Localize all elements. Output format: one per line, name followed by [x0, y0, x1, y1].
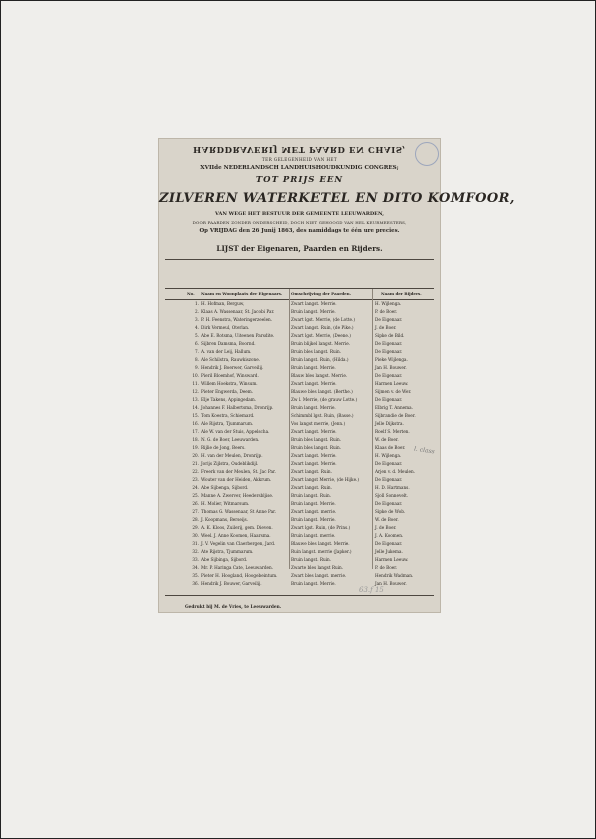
table-row: [159, 429, 440, 437]
owner-cell: Manne A. Zwerver, Heedersbljise.: [201, 493, 274, 498]
owner-cell: Weel. J. Anne Koomen, Haarsma.: [201, 533, 271, 538]
table-row: [159, 413, 440, 421]
rider-cell: De Eigenaar.: [375, 477, 403, 482]
entry-number: 5.: [195, 333, 199, 338]
table-row: [159, 365, 440, 373]
table-row: [159, 501, 440, 509]
rider-cell: De Eigenaar.: [375, 341, 403, 346]
owner-cell: Ate Rijstra, Tjummarum.: [201, 549, 254, 554]
table-row: [159, 573, 440, 581]
horse-cell: Blauwe bles langst. Merrie.: [291, 541, 350, 546]
column-header-owner: Naam en Woonplaats der Eigenaars.: [201, 291, 283, 296]
horse-cell: Bruin langst. Ruin.: [291, 493, 332, 498]
pencil-inventory-note: 63.f 15: [359, 586, 384, 594]
horse-cell: Zwart langst. Ruin.: [291, 469, 332, 474]
table-row: [159, 445, 440, 453]
rider-cell: Klaas de Boer.: [375, 445, 406, 450]
owner-cell: Hendrik J. Boerwer, Garveilij.: [201, 365, 264, 370]
table-top-rule: [165, 288, 434, 289]
table-row: [159, 453, 440, 461]
owner-cell: Johannes F. Halbertsma, Dronrijp.: [201, 405, 274, 410]
rider-cell: De Eigenaar.: [375, 461, 403, 466]
owner-cell: Hendrik J. Bouwer, Garveilij.: [201, 581, 262, 586]
rider-cell: J. A. Koomen.: [375, 533, 404, 538]
horse-cell: Zwart langst. Ruin.: [291, 485, 332, 490]
rider-cell: Arjen v. d. Meulen.: [375, 469, 416, 474]
poster-prize: ZILVEREN WATERKETEL EN DITO KOMFOOR,: [159, 191, 515, 206]
rider-cell: Pieke Wijlenga.: [375, 357, 408, 362]
table-row: [159, 349, 440, 357]
owner-cell: J. Koopmans, Berseijs.: [201, 517, 249, 522]
rider-cell: H. Wijlenga.: [375, 301, 402, 306]
rider-cell: Elbrig T. Annema.: [375, 405, 413, 410]
entry-number: 2.: [195, 309, 199, 314]
owner-cell: J. V. Vegelin van Claerbergen, Jard.: [201, 541, 276, 546]
horse-cell: Zwart langst. Merrie.: [291, 461, 337, 466]
table-row: [159, 373, 440, 381]
horse-cell: Zwart bles langst. merrie.: [291, 573, 347, 578]
poster-congress: XVIIde NEDERLANDSCH LANDHUISHOUDKUNDIG CONGRES;: [200, 165, 399, 171]
owner-cell: Mr. P. Haringa Cate, Leeuwarden.: [201, 565, 274, 570]
table-row: [159, 565, 440, 573]
horse-cell: Zwart langst. Ruin, (de Pike.): [291, 325, 354, 330]
poster-header-mirrored: HARDDRAVERIJ MET PAARD EN CHAIS,: [193, 144, 406, 154]
table-row: [159, 477, 440, 485]
owner-cell: Abe Sijbinga, Sijbord.: [201, 557, 248, 562]
horse-cell: Zwart langst. Merrie.: [291, 429, 337, 434]
horse-cell: Zwart lgst. Merrie, (de Lotte.): [291, 317, 356, 322]
poster-occasion: TER GELEGENHEID VAN HET: [261, 157, 338, 162]
table-row: [159, 357, 440, 365]
owner-cell: Jorijs Zijlstra, Oudeblikdijl.: [201, 461, 259, 466]
entry-number: 8.: [195, 357, 199, 362]
rider-cell: De Eigenaar.: [375, 541, 403, 546]
rider-cell: W. de Boer.: [375, 437, 399, 442]
entry-number: 24.: [192, 485, 199, 490]
owner-cell: Elje Takens, Appingedam.: [201, 397, 257, 402]
entry-number: 15.: [192, 413, 199, 418]
entry-number: 7.: [195, 349, 199, 354]
poster-list-title: LIJST der Eigenaren, Paarden en Rijders.: [216, 244, 383, 253]
horse-cell: Bruin langst. Merrie.: [291, 309, 336, 314]
owner-cell: H. van der Meulen, Dronrijp.: [201, 453, 263, 458]
table-row: [159, 405, 440, 413]
rider-cell: Jelle Dijkstra.: [375, 421, 404, 426]
entry-number: 29.: [192, 525, 199, 530]
rider-cell: P. de Boer.: [375, 565, 398, 570]
rider-cell: De Eigenaar.: [375, 501, 403, 506]
entry-number: 23.: [192, 477, 199, 482]
horse-cell: Blauw bles langst. Merrie.: [291, 373, 348, 378]
owner-cell: Abe Sijbenga, Sijbord.: [201, 485, 249, 490]
printer-imprint: Gedrukt bij M. de Vries, te Leeuwarden.: [185, 605, 282, 610]
poster-date-line: Op VRIJDAG den 26 Junij 1863, des namiddags te één ure precies.: [199, 228, 400, 234]
table-row: [159, 549, 440, 557]
table-row: [159, 533, 440, 541]
entry-number: 9.: [195, 365, 199, 370]
owner-cell: H. Molier, Witmarsum.: [201, 501, 250, 506]
owner-cell: A. K. Kloos, Zuilerij, gem. Dieven.: [201, 525, 273, 530]
horse-cell: Bruin langst. Merrie.: [291, 517, 336, 522]
horse-cell: Zw l. Merrie, (de grauw Lotte.): [291, 397, 358, 402]
poster-conditions: DOOR PAARDEN ZONDER ONDERSCHEID, DOCH NIET GEHOOGD VAN HEL KEURMEESTERS,: [192, 220, 407, 225]
horse-cell: Bruin langst. merrie.: [291, 533, 336, 538]
horse-cell: Zwart langst. Merrie.: [291, 301, 337, 306]
horse-cell: Bruin bles langst. Ruin.: [291, 437, 342, 442]
rider-cell: De Eigenaar.: [375, 317, 403, 322]
horse-cell: Schimmbl lgst. Ruin, (Basse.): [291, 413, 354, 418]
entry-number: 28.: [192, 517, 199, 522]
horse-cell: Blauwe bles langst. (Berthe.): [291, 389, 353, 394]
horse-cell: Zwart langst. Merrie.: [291, 381, 337, 386]
horse-cell: Zwart lgst. Ruin, (de Prins.): [291, 525, 351, 530]
owner-cell: Klaas A. Wassenaar, St. Jacobi Par.: [201, 309, 275, 314]
horse-cell: Vos langst merrie, (Jenn.): [291, 421, 346, 426]
owner-cell: Pieter H. Hoogland, Hoogebeintum.: [201, 573, 278, 578]
rider-cell: Harmen Leeuw.: [375, 557, 409, 562]
owner-cell: Ale Rijstra, Tjummarum.: [201, 421, 254, 426]
entry-number: 26.: [192, 501, 199, 506]
table-row: [159, 389, 440, 397]
horse-cell: Bruin langst. Merrie.: [291, 365, 336, 370]
rider-cell: W. de Boer.: [375, 517, 399, 522]
rider-cell: De Eigenaar.: [375, 397, 403, 402]
table-header-rule: [165, 299, 434, 300]
table-row: [159, 517, 440, 525]
table-row: [159, 397, 440, 405]
entry-number: 16.: [192, 421, 199, 426]
table-row: [159, 317, 440, 325]
entry-number: 17.: [192, 429, 199, 434]
table-row: [159, 557, 440, 565]
entry-number: 13.: [192, 397, 199, 402]
owner-cell: Rijlie de Jong, Beers.: [201, 445, 246, 450]
table-row: [159, 341, 440, 349]
rider-cell: Hendrik Wadman.: [375, 573, 414, 578]
horse-cell: Zwart langst. merrie.: [291, 509, 337, 514]
rider-cell: P. de Boer.: [375, 309, 398, 314]
table-row: [159, 525, 440, 533]
entry-number: 35.: [192, 573, 199, 578]
rider-cell: Sipke de Bild.: [375, 333, 405, 338]
table-row: [159, 461, 440, 469]
horse-cell: Bruin langst. Ruin.: [291, 557, 332, 562]
owner-cell: H. Hofman, Berguw,: [201, 301, 245, 306]
table-bottom-rule: [165, 595, 434, 596]
horse-cell: Bruin langst. Merrie.: [291, 501, 336, 506]
table-row: [159, 421, 440, 429]
rider-cell: Sjoll Sonnevelt.: [375, 493, 409, 498]
table-row: [159, 333, 440, 341]
horse-cell: Bruin bles langst. Ruin.: [291, 445, 342, 450]
horse-cell: Bruin langst. Ruin, (Hilda.): [291, 357, 349, 362]
rider-cell: J. de Boer.: [375, 525, 397, 530]
owner-cell: Dirk Vermeul, Oterlan.: [201, 325, 250, 330]
entry-number: 1.: [195, 301, 199, 306]
entry-number: 27.: [192, 509, 199, 514]
entry-number: 14.: [192, 405, 199, 410]
entry-number: 4.: [195, 325, 199, 330]
rider-cell: Sijbrandie de Boer.: [375, 413, 416, 418]
table-row: [159, 469, 440, 477]
entry-number: 12.: [192, 389, 199, 394]
entry-number: 3.: [195, 317, 199, 322]
entry-number: 19.: [192, 445, 199, 450]
rider-cell: Jan H. Bouwer.: [375, 365, 407, 370]
owner-cell: N. G. de Boer, Leeuwarden.: [201, 437, 260, 442]
entry-number: 6.: [195, 341, 199, 346]
owner-cell: Wouter van der Heiden, Akkrum.: [201, 477, 272, 482]
horse-cell: Zwart lgst. Merrie, (Deene.): [291, 333, 351, 338]
entry-number: 10.: [192, 373, 199, 378]
entry-number: 31.: [192, 541, 199, 546]
entry-number: 30.: [192, 533, 199, 538]
rider-cell: Sipke de Wob.: [375, 509, 406, 514]
owner-cell: Abe E. Rotsma, Uiteenen Parsdite.: [201, 333, 275, 338]
owner-cell: Pieter Engwerda, Deem.: [201, 389, 254, 394]
entry-number: 18.: [192, 437, 199, 442]
horse-cell: Bruin langst. Merrie.: [291, 581, 336, 586]
horse-cell: Ruin langst. merrie (Japker.): [291, 549, 352, 554]
rider-cell: De Eigenaar.: [375, 373, 403, 378]
column-header-no: No.: [187, 291, 195, 296]
rider-cell: De Eigenaar.: [375, 349, 403, 354]
entry-number: 34.: [192, 565, 199, 570]
owner-cell: Ale W. van der Stuis, Appelscha.: [201, 429, 270, 434]
owner-cell: Tom Koestra, Schiemard.: [201, 413, 255, 418]
poster-organizer: VAN WEGE HET BESTUUR DER GEMEENTE LEEUWARDEN,: [214, 211, 384, 217]
column-header-horse: Omschrijving der Paarden.: [291, 291, 352, 296]
owner-cell: A. van der Leij, Hallum.: [201, 349, 252, 354]
rider-cell: Sijmen v. de Wer.: [375, 389, 412, 394]
owner-cell: Sijbren Damsma, Boornd.: [201, 341, 256, 346]
race-poster: [158, 138, 515, 613]
rider-cell: H. D. Hartmans.: [375, 485, 410, 490]
horse-cell: Zwart langst Merrie, (de Hijke.): [291, 477, 360, 482]
horse-cell: Bruin blijkel langst. Merrie.: [291, 341, 351, 346]
horse-cell: Bruin bles langst. Ruin.: [291, 349, 342, 354]
owner-cell: Thomas G. Wassenaar, St Anne Par.: [201, 509, 277, 514]
table-row: [159, 437, 440, 445]
table-row: [159, 309, 440, 317]
rider-cell: Jan H. Bouwer.: [375, 581, 407, 586]
table-row: [159, 325, 440, 333]
table-row: [159, 581, 440, 589]
rider-cell: H. Wijlenga.: [375, 453, 402, 458]
owner-cell: Willem Hoekstra, Winsum.: [201, 381, 258, 386]
column-header-rider: Naam der Rijders.: [381, 291, 422, 296]
table-row: [159, 493, 440, 501]
table-row: [159, 381, 440, 389]
poster-prize-intro: TOT PRIJS EEN: [255, 175, 344, 185]
divider-rule: [165, 259, 434, 260]
entry-number: 11.: [192, 381, 199, 386]
handwritten-margin-note: l. class: [413, 445, 436, 456]
rider-cell: Jelle Jukema.: [375, 549, 403, 554]
entry-number: 25.: [192, 493, 199, 498]
entry-number: 22.: [192, 469, 199, 474]
owner-cell: Pieril Bloemhof, Winsward.: [201, 373, 259, 378]
entry-number: 33.: [192, 557, 199, 562]
entry-number: 36.: [192, 581, 199, 586]
table-row: [159, 541, 440, 549]
table-row: [159, 485, 440, 493]
entry-number: 32.: [192, 549, 199, 554]
table-row: [159, 301, 440, 309]
owner-cell: P. H. Feenstra, Wateringerzeelen.: [201, 317, 273, 322]
rider-cell: Roelf S. Merten.: [375, 429, 410, 434]
horse-cell: Zwarte bles langst Ruin.: [291, 565, 344, 570]
horse-cell: Zwart langst. Merrie.: [291, 453, 337, 458]
rider-cell: J. de Boer.: [375, 325, 397, 330]
entry-number: 20.: [192, 453, 199, 458]
owner-cell: Ale Schilstra, Rauwkiszone.: [201, 357, 261, 362]
owner-cell: Freerk van der Meulen, St. Jac Par.: [201, 469, 276, 474]
horse-cell: Bruin langst. Merrie.: [291, 405, 336, 410]
rider-cell: Harmen Leeuw.: [375, 381, 409, 386]
entry-number: 21.: [192, 461, 199, 466]
table-row: [159, 509, 440, 517]
